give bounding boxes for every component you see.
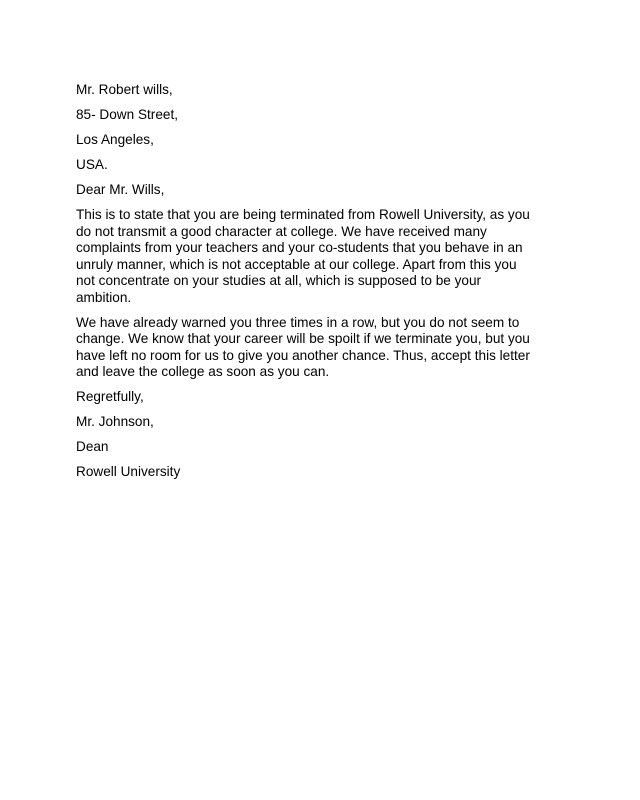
signature-name: Mr. Johnson, xyxy=(76,414,154,429)
paragraph-1-line: unruly manner, which is not acceptable at our college. Apart from this you xyxy=(76,256,517,272)
closing: Regretfully, xyxy=(76,389,144,404)
salutation: Dear Mr. Wills, xyxy=(76,182,165,197)
paragraph-1-line: not concentrate on your studies at all, which is supposed to be your xyxy=(76,273,482,288)
paragraph-2-line: have left no room for us to give you another chance. Thus, accept this letter xyxy=(76,347,530,363)
body-paragraph-1 xyxy=(76,207,576,306)
paragraph-1-line: ambition. xyxy=(76,289,132,305)
paragraph-2-line: change. We know that your career will be spoilt if we terminate you, but you xyxy=(76,331,530,346)
body-paragraph-2 xyxy=(76,315,576,381)
paragraph-2-line: We have already warned you three times in a row, but you do not seem to xyxy=(76,314,520,330)
paragraph-1-line: complaints from your teachers and your co-students that you behave in an xyxy=(76,240,523,255)
recipient-street: 85- Down Street, xyxy=(76,107,178,122)
paragraph-1-line: do not transmit a good character at college. We have received many xyxy=(76,223,487,239)
signature-organization: Rowell University xyxy=(76,464,181,479)
recipient-country: USA. xyxy=(76,157,108,172)
paragraph-2-line: and leave the college as soon as you can. xyxy=(76,364,330,379)
paragraph-1-line: This is to state that you are being terminated from Rowell University, as you xyxy=(76,207,530,222)
letter xyxy=(76,82,576,489)
recipient-name: Mr. Robert wills, xyxy=(76,82,173,97)
signature-title: Dean xyxy=(76,439,109,454)
recipient-city: Los Angeles, xyxy=(76,132,154,147)
